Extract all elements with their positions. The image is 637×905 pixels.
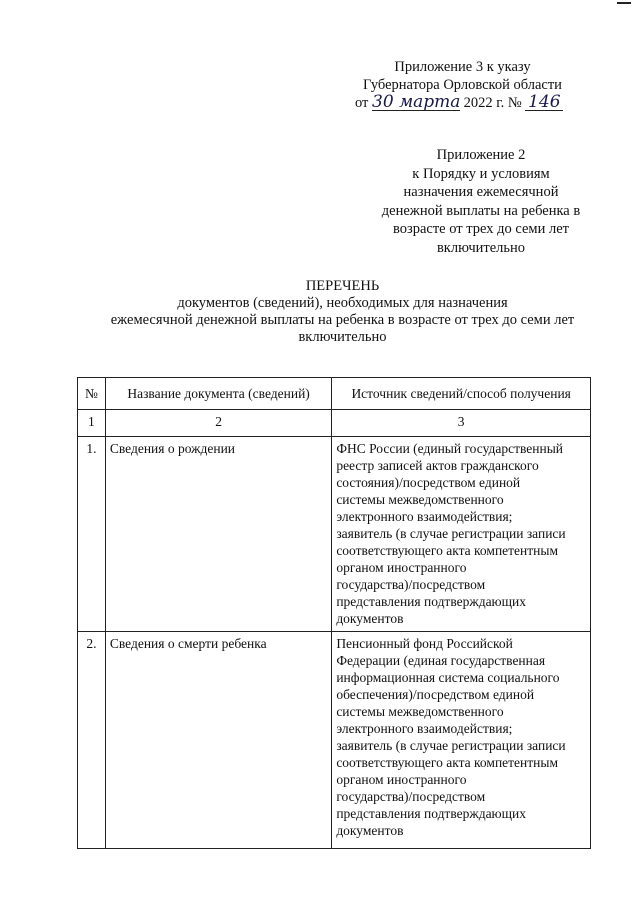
page-corner-mark: [617, 2, 631, 4]
source-line: государства)/посредством: [336, 577, 486, 592]
table-row: [78, 632, 591, 849]
title-heading: ПЕРЕЧЕНЬ: [305, 278, 380, 294]
column-number-cell: 2: [105, 410, 331, 437]
source-line: системы межведомственного: [336, 492, 504, 507]
source-line: соответствующего акта компетентным: [336, 543, 559, 558]
source-line: электронного взаимодействия;: [336, 509, 513, 524]
source-line: Федерации (единая государственная: [336, 653, 546, 668]
source-line: представления подтверждающих: [336, 594, 527, 609]
title-line: ежемесячной денежной выплаты на ребенка в возрасте от трех до семи лет: [110, 312, 575, 328]
column-numbers-row: [78, 410, 591, 437]
table-row: [78, 437, 591, 632]
source-line: системы межведомственного: [336, 704, 504, 719]
annex2-line: назначения ежемесячной: [403, 184, 559, 200]
source-line: обеспечения)/посредством единой: [336, 687, 535, 702]
annex2-header: [370, 146, 592, 257]
source-line: заявитель (в случае регистрации записи: [336, 526, 566, 541]
handwritten-date: 30 марта: [372, 92, 461, 112]
row-number: 1.: [78, 437, 106, 632]
source-line: государства)/посредством: [336, 789, 486, 804]
title-line: документов (сведений), необходимых для назначения: [177, 295, 508, 311]
source-line: соответствующего акта компетентным: [336, 755, 559, 770]
handwritten-number: 146: [525, 94, 563, 111]
row-document-name: Сведения о рождении: [105, 437, 331, 632]
annex3-line2: Губернатора Орловской области: [363, 77, 562, 93]
annex2-line: к Порядку и условиям: [412, 165, 550, 182]
header-number: №: [78, 378, 106, 410]
annex3-header: [340, 58, 585, 112]
annex3-prefix: от: [355, 95, 369, 111]
annex2-line: включительно: [436, 239, 526, 256]
source-line: реестр записей актов гражданского: [336, 458, 539, 473]
row-number: 2.: [78, 632, 106, 849]
column-number-cell: 3: [332, 410, 591, 437]
source-line: ФНС России (единый государственный: [336, 441, 564, 456]
source-line: состояния)/посредством единой: [336, 475, 521, 490]
source-line: представления подтверждающих: [336, 806, 527, 821]
document-title: [70, 278, 615, 346]
source-line: документов: [336, 611, 404, 626]
source-line: заявитель (в случае регистрации записи: [336, 738, 566, 753]
annex2-line: Приложение 2: [436, 147, 526, 163]
row-source: [332, 632, 591, 849]
column-number-cell: 1: [78, 410, 106, 437]
annex2-line: денежной выплаты на ребенка в: [381, 202, 581, 219]
documents-table: [77, 377, 591, 849]
title-line: включительно: [298, 329, 387, 345]
header-document-name: Название документа (сведений): [105, 378, 331, 410]
table-header-row: [78, 378, 591, 410]
annex3-line1: Приложение 3 к указу: [394, 59, 531, 75]
annex3-year: 2022 г. №: [463, 95, 522, 111]
source-line: информационная система социального: [336, 670, 560, 685]
row-document-name: Сведения о смерти ребенка: [105, 632, 331, 849]
header-source: Источник сведений/способ получения: [332, 378, 591, 410]
source-line: органом иностранного: [336, 560, 467, 575]
source-line: Пенсионный фонд Российской: [336, 636, 513, 651]
source-line: электронного взаимодействия;: [336, 721, 513, 736]
source-line: органом иностранного: [336, 772, 467, 787]
source-line: документов: [336, 823, 404, 838]
annex3-date-line: [340, 94, 585, 112]
row-source: [332, 437, 591, 632]
annex2-line: возрасте от трех до семи лет: [392, 221, 570, 237]
